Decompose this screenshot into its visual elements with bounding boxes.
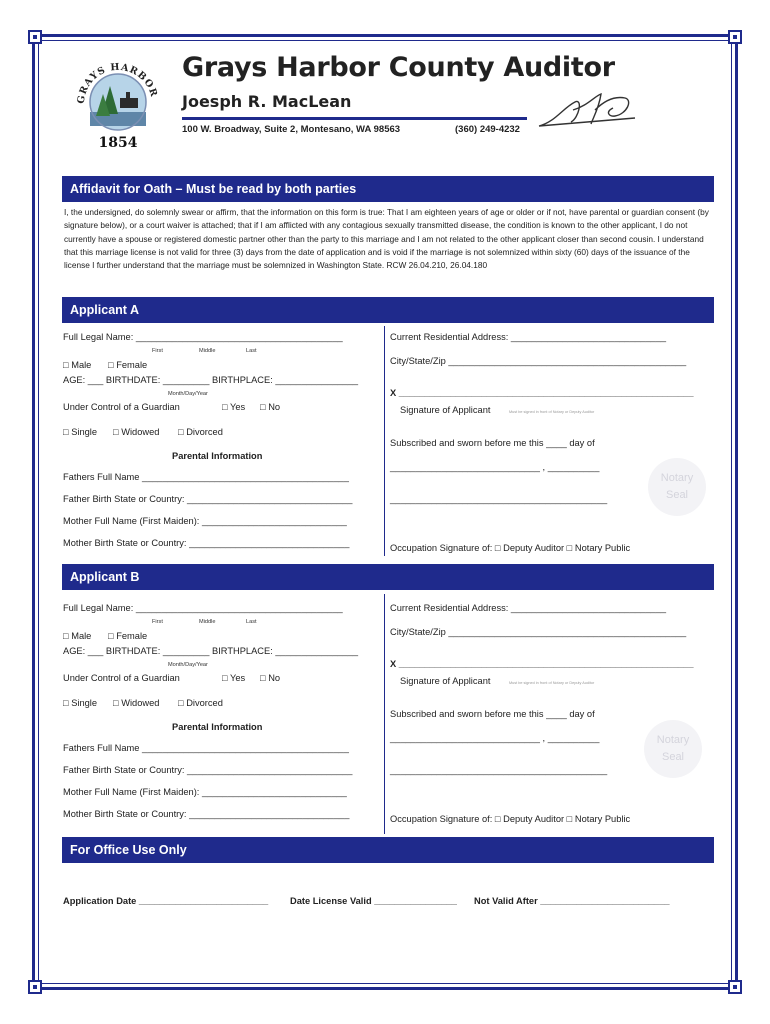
seal-lettering: GRAYS HARBOR [75, 61, 160, 105]
applicant-b-heading: Applicant B [62, 564, 714, 590]
birthdate-format-hint: Month/Day/Year [168, 391, 208, 397]
notary-seal-label: Seal [665, 489, 689, 501]
guardian-yes-checkbox[interactable]: □ Yes [222, 402, 246, 412]
name-first-hint: First [152, 348, 163, 354]
sworn-date-line[interactable]: _____________________________ , __________ [390, 462, 600, 472]
city-state-zip-field[interactable]: City/State/Zip ______________________________________________ [390, 356, 687, 366]
father-birth-field[interactable]: Father Birth State or Country: ________________________________ [63, 494, 353, 504]
occupation-signature-options[interactable]: Occupation Signature of: □ Deputy Auditor □ Notary Public [390, 814, 631, 824]
applicant-signature-line[interactable]: X _________________________________________________________ [390, 659, 694, 669]
male-checkbox[interactable]: □ Male [63, 631, 92, 641]
corner-ornament [728, 30, 742, 44]
office-phone: (360) 249-4232 [455, 124, 520, 135]
guardian-no-checkbox[interactable]: □ No [260, 673, 281, 683]
name-last-hint: Last [246, 348, 257, 354]
full-legal-name-field[interactable]: Full Legal Name: ________________________________________ [63, 332, 343, 342]
office-address: 100 W. Broadway, Suite 2, Montesano, WA 98563 [182, 124, 401, 135]
corner-ornament [28, 980, 42, 994]
occupation-signature-options[interactable]: Occupation Signature of: □ Deputy Auditor □ Notary Public [390, 543, 631, 553]
male-checkbox[interactable]: □ Male [63, 360, 92, 370]
office-use-heading: For Office Use Only [62, 837, 714, 863]
parental-info-heading: Parental Information [172, 451, 263, 461]
fathers-name-field[interactable]: Fathers Full Name ________________________________________ [63, 472, 349, 482]
auditor-signature [535, 88, 640, 132]
column-divider [384, 594, 385, 834]
sworn-date-line[interactable]: _____________________________ , __________ [390, 733, 600, 743]
mother-name-field[interactable]: Mother Full Name (First Maiden): ____________________________ [63, 787, 347, 797]
father-birth-field[interactable]: Father Birth State or Country: ________________________________ [63, 765, 353, 775]
female-checkbox[interactable]: □ Female [108, 360, 148, 370]
county-seal [72, 48, 164, 158]
fathers-name-field[interactable]: Fathers Full Name ________________________________________ [63, 743, 349, 753]
city-state-zip-field[interactable]: City/State/Zip ______________________________________________ [390, 627, 687, 637]
signature-label: Signature of Applicant [400, 405, 491, 415]
name-middle-hint: Middle [199, 619, 216, 625]
guardian-yes-checkbox[interactable]: □ Yes [222, 673, 246, 683]
officiant-line[interactable]: __________________________________________ [390, 765, 608, 775]
date-license-valid-field[interactable]: Date License Valid ________________ [290, 896, 457, 906]
not-valid-after-field[interactable]: Not Valid After _________________________ [474, 896, 670, 906]
age-birth-fields[interactable]: AGE: ___ BIRTHDATE: _________ BIRTHPLACE: ________________ [63, 646, 359, 656]
page-title: Grays Harbor County Auditor [182, 52, 615, 83]
officiant-line[interactable]: __________________________________________ [390, 494, 608, 504]
affidavit-text: I, the undersigned, do solemnly swear or affirm, that the information on this form is true: That I am eighteen years of age or older or if not, have parental or guardian consent (by signature below), or a court waiver is attached; that if I am afflicted with any contagious sexually transmitted disease, the condition is known to the other applicant, I do not currently have a spouse or registered domestic partner other than the party to this marriage and I am not related to the other applicant closer than second cousin. I understand that this marriage license is not valid for three (3) days from the date of application and is void if the marriage is not solemnized within sixty (60) days of the issuance of the license I further understand that the marriage must be solemnized in Washington State. RCW 26.04.210, 26.04.180 [64, 207, 709, 271]
affidavit-heading: Affidavit for Oath – Must be read by both parties [62, 176, 714, 202]
application-date-field[interactable]: Application Date _________________________ [63, 896, 269, 906]
applicant-signature-line[interactable]: X _________________________________________________________ [390, 388, 694, 398]
seal-year: 1854 [98, 135, 138, 151]
residential-address-field[interactable]: Current Residential Address: ______________________________ [390, 603, 667, 613]
official-name: Joesph R. MacLean [182, 92, 352, 111]
widowed-checkbox[interactable]: □ Widowed [113, 698, 160, 708]
mother-birth-field[interactable]: Mother Birth State or Country: _______________________________ [63, 538, 350, 548]
parental-info-heading: Parental Information [172, 722, 263, 732]
signature-label: Signature of Applicant [400, 676, 491, 686]
name-last-hint: Last [246, 619, 257, 625]
corner-ornament [728, 980, 742, 994]
subscribed-sworn-text: Subscribed and sworn before me this ____ day of [390, 709, 595, 719]
full-legal-name-field[interactable]: Full Legal Name: ________________________________________ [63, 603, 343, 613]
mother-name-field[interactable]: Mother Full Name (First Maiden): ____________________________ [63, 516, 347, 526]
name-middle-hint: Middle [199, 348, 216, 354]
guardian-label: Under Control of a Guardian [63, 673, 180, 683]
residential-address-field[interactable]: Current Residential Address: ______________________________ [390, 332, 667, 342]
subscribed-sworn-text: Subscribed and sworn before me this ____ day of [390, 438, 595, 448]
mother-birth-field[interactable]: Mother Birth State or Country: _______________________________ [63, 809, 350, 819]
age-birth-fields[interactable]: AGE: ___ BIRTHDATE: _________ BIRTHPLACE: ________________ [63, 375, 359, 385]
signature-note: Must be signed in front of Notary or Deputy Auditor [509, 681, 595, 685]
name-first-hint: First [152, 619, 163, 625]
single-checkbox[interactable]: □ Single [63, 698, 98, 708]
guardian-no-checkbox[interactable]: □ No [260, 402, 281, 412]
county-seal-emblem [72, 48, 164, 136]
header-rule [182, 117, 527, 120]
widowed-checkbox[interactable]: □ Widowed [113, 427, 160, 437]
divorced-checkbox[interactable]: □ Divorced [178, 427, 223, 437]
column-divider [384, 326, 385, 556]
corner-ornament [28, 30, 42, 44]
notary-seal-placeholder [644, 720, 702, 778]
signature-note: Must be signed in front of Notary or Deputy Auditor [509, 410, 595, 414]
notary-seal-label: Notary [660, 472, 694, 484]
divorced-checkbox[interactable]: □ Divorced [178, 698, 223, 708]
birthdate-format-hint: Month/Day/Year [168, 662, 208, 668]
guardian-label: Under Control of a Guardian [63, 402, 180, 412]
applicant-a-heading: Applicant A [62, 297, 714, 323]
notary-seal-label: Seal [661, 751, 685, 763]
notary-seal-placeholder [648, 458, 706, 516]
notary-seal-label: Notary [656, 734, 690, 746]
single-checkbox[interactable]: □ Single [63, 427, 98, 437]
female-checkbox[interactable]: □ Female [108, 631, 148, 641]
